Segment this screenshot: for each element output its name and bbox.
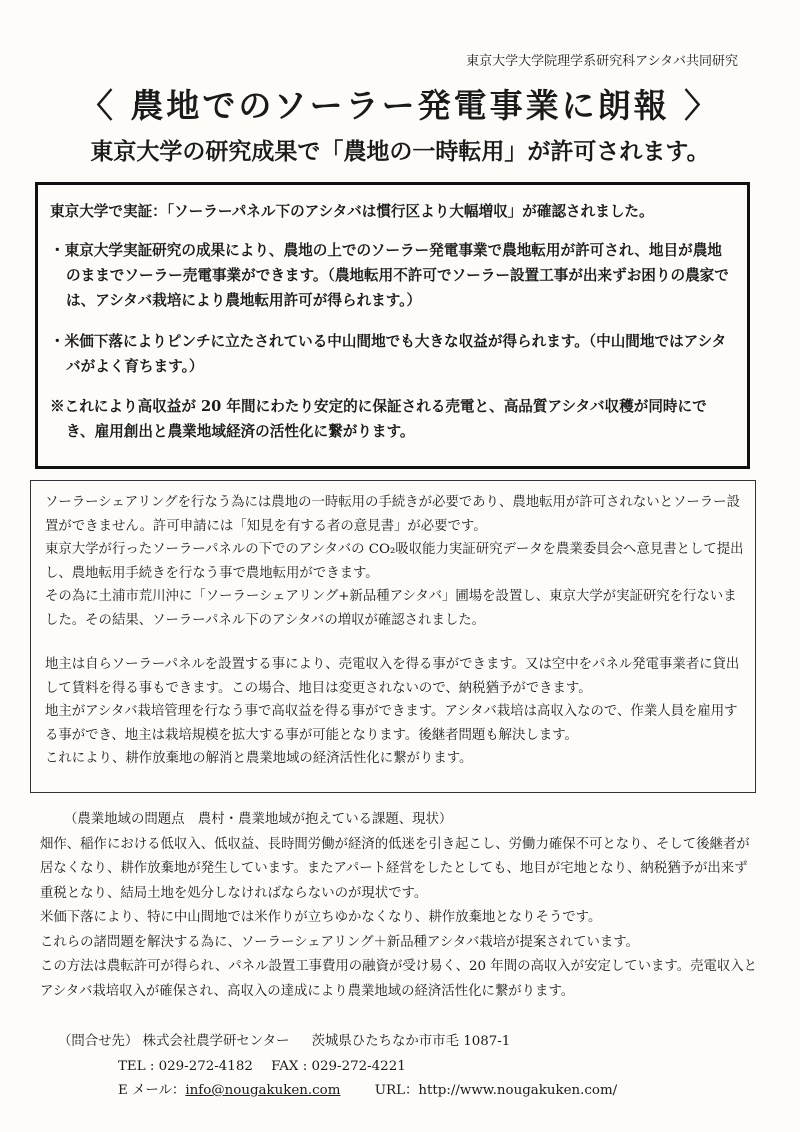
box-headline: 東京大学で実証：「ソーラーパネル下のアシタバは慣行区より大幅増収」が確認されました。 xyxy=(50,203,654,220)
paragraph: 地主は自らソーラーパネルを設置する事により、売電収入を得る事ができます。又は空中をパネル発電事業者に貸出して賃料を得る事もできます。この場合、地目は変更されないので、納税猶予ができます。 xyxy=(45,657,740,696)
paragraph: この方法は農転許可が得られ、パネル設置工事費用の融資が受け易く、20 年間の高収入が安定しています。売電収入とアシタバ栽培収入が確保され、高収入の達成により農業地域の経済活性化に繋がります。 xyxy=(40,959,758,999)
page-subtitle: 東京大学の研究成果で「農地の一時転用」が許可されます。 xyxy=(90,138,710,165)
issues-section xyxy=(40,808,760,1004)
issues-heading: （農業地域の問題点 農村・農業地域が抱えている課題、現状） xyxy=(64,812,453,827)
paragraph: これにより、耕作放棄地の解消と農業地域の経済活性化に繋がります。 xyxy=(45,751,473,766)
paragraph: 東京大学が行ったソーラーパネルの下でのアシタバの CO₂吸収能力実証研究データを農業委員会へ意見書として提出し、農地転用手続きを行なう事で農地転用ができます。 xyxy=(45,542,744,581)
paragraph: これらの諸問題を解決する為に、ソーラーシェアリング＋新品種アシタバ栽培が提案されています。 xyxy=(40,934,639,950)
contact-label: （問合せ先） xyxy=(58,1034,139,1049)
company-name: 株式会社農学研センター xyxy=(142,1034,290,1049)
paragraph: 地主がアシタバ栽培管理を行なう事で高収益を得る事ができます。アシタバ栽培は高収入なので、作業人員を雇用する事ができ、地主は栽培規模を拡大する事が可能となります。後継者問題も解決します。 xyxy=(45,704,738,743)
header-credit: 東京大学大学院理学系研究科アシタバ共同研究 xyxy=(466,54,738,69)
email-link[interactable]: info@nougakuken.com xyxy=(185,1083,341,1098)
url-label: URL： xyxy=(374,1083,419,1098)
page-title: 〈 農地でのソーラー発電事業に朗報 〉 xyxy=(79,86,721,125)
email-label: E メール： xyxy=(118,1083,186,1098)
note-item: ※これにより高収益が 20 年間にわたり安定的に保証される売電と、高品質アシタバ収穫が同時にでき、雇用創出と農業地域経済の活性化に繋がります。 xyxy=(50,398,707,440)
paragraph: 米価下落により、特に中山間地では米作りが立ちゆかなくなり、耕作放棄地となりそうです。 xyxy=(40,910,602,925)
url-link[interactable]: http://www.nougakuken.com/ xyxy=(418,1083,618,1098)
paragraph: その為に土浦市荒川沖に「ソーラーシェアリング+新品種アシタバ」圃場を設置し、東京大学が実証研究を行ないました。その結果、ソーラーパネル下のアシタバの増収が確認されました。 xyxy=(45,589,737,628)
explanation-box xyxy=(30,480,756,793)
bullet-item: ・東京大学実証研究の成果により、農地の上でのソーラー発電事業で農地転用が許可され、地目が農地のままでソーラー売電事業ができます。（農地転用不許可でソーラー設置工事が出来ずお困りの農家では、アシタバ栽培により農地転用許可が得られます。） xyxy=(50,242,729,309)
tel: TEL : 029-272-4182 xyxy=(118,1058,253,1074)
highlight-box xyxy=(35,182,750,469)
bullet-item: ・米価下落によりピンチに立たされている中山間地でも大きな収益が得られます。（中山間地ではアシタバがよく育ちます。） xyxy=(50,333,727,375)
spacer xyxy=(45,632,745,653)
paragraph: 畑作、稲作における低収入、低収益、長時間労働が経済的低迷を引き起こし、労働力確保不可となり、そして後継者が居なくなり、耕作放棄地が発生しています。またアパート経営をしたとしても、地目が宅地となり、納税猶予が出来ず重税となり、結局土地を処分しなければならないのが現状です。 xyxy=(40,836,750,901)
address: 茨城県ひたちなか市市毛 1087-1 xyxy=(311,1034,511,1049)
contact-block xyxy=(58,1030,617,1104)
fax: FAX : 029-272-4221 xyxy=(271,1058,406,1074)
paragraph: ソーラーシェアリングを行なう為には農地の一時転用の手続きが必要であり、農地転用が許可されないとソーラー設置ができません。許可申請には「知見を有する者の意見書」が必要です。 xyxy=(45,495,740,534)
